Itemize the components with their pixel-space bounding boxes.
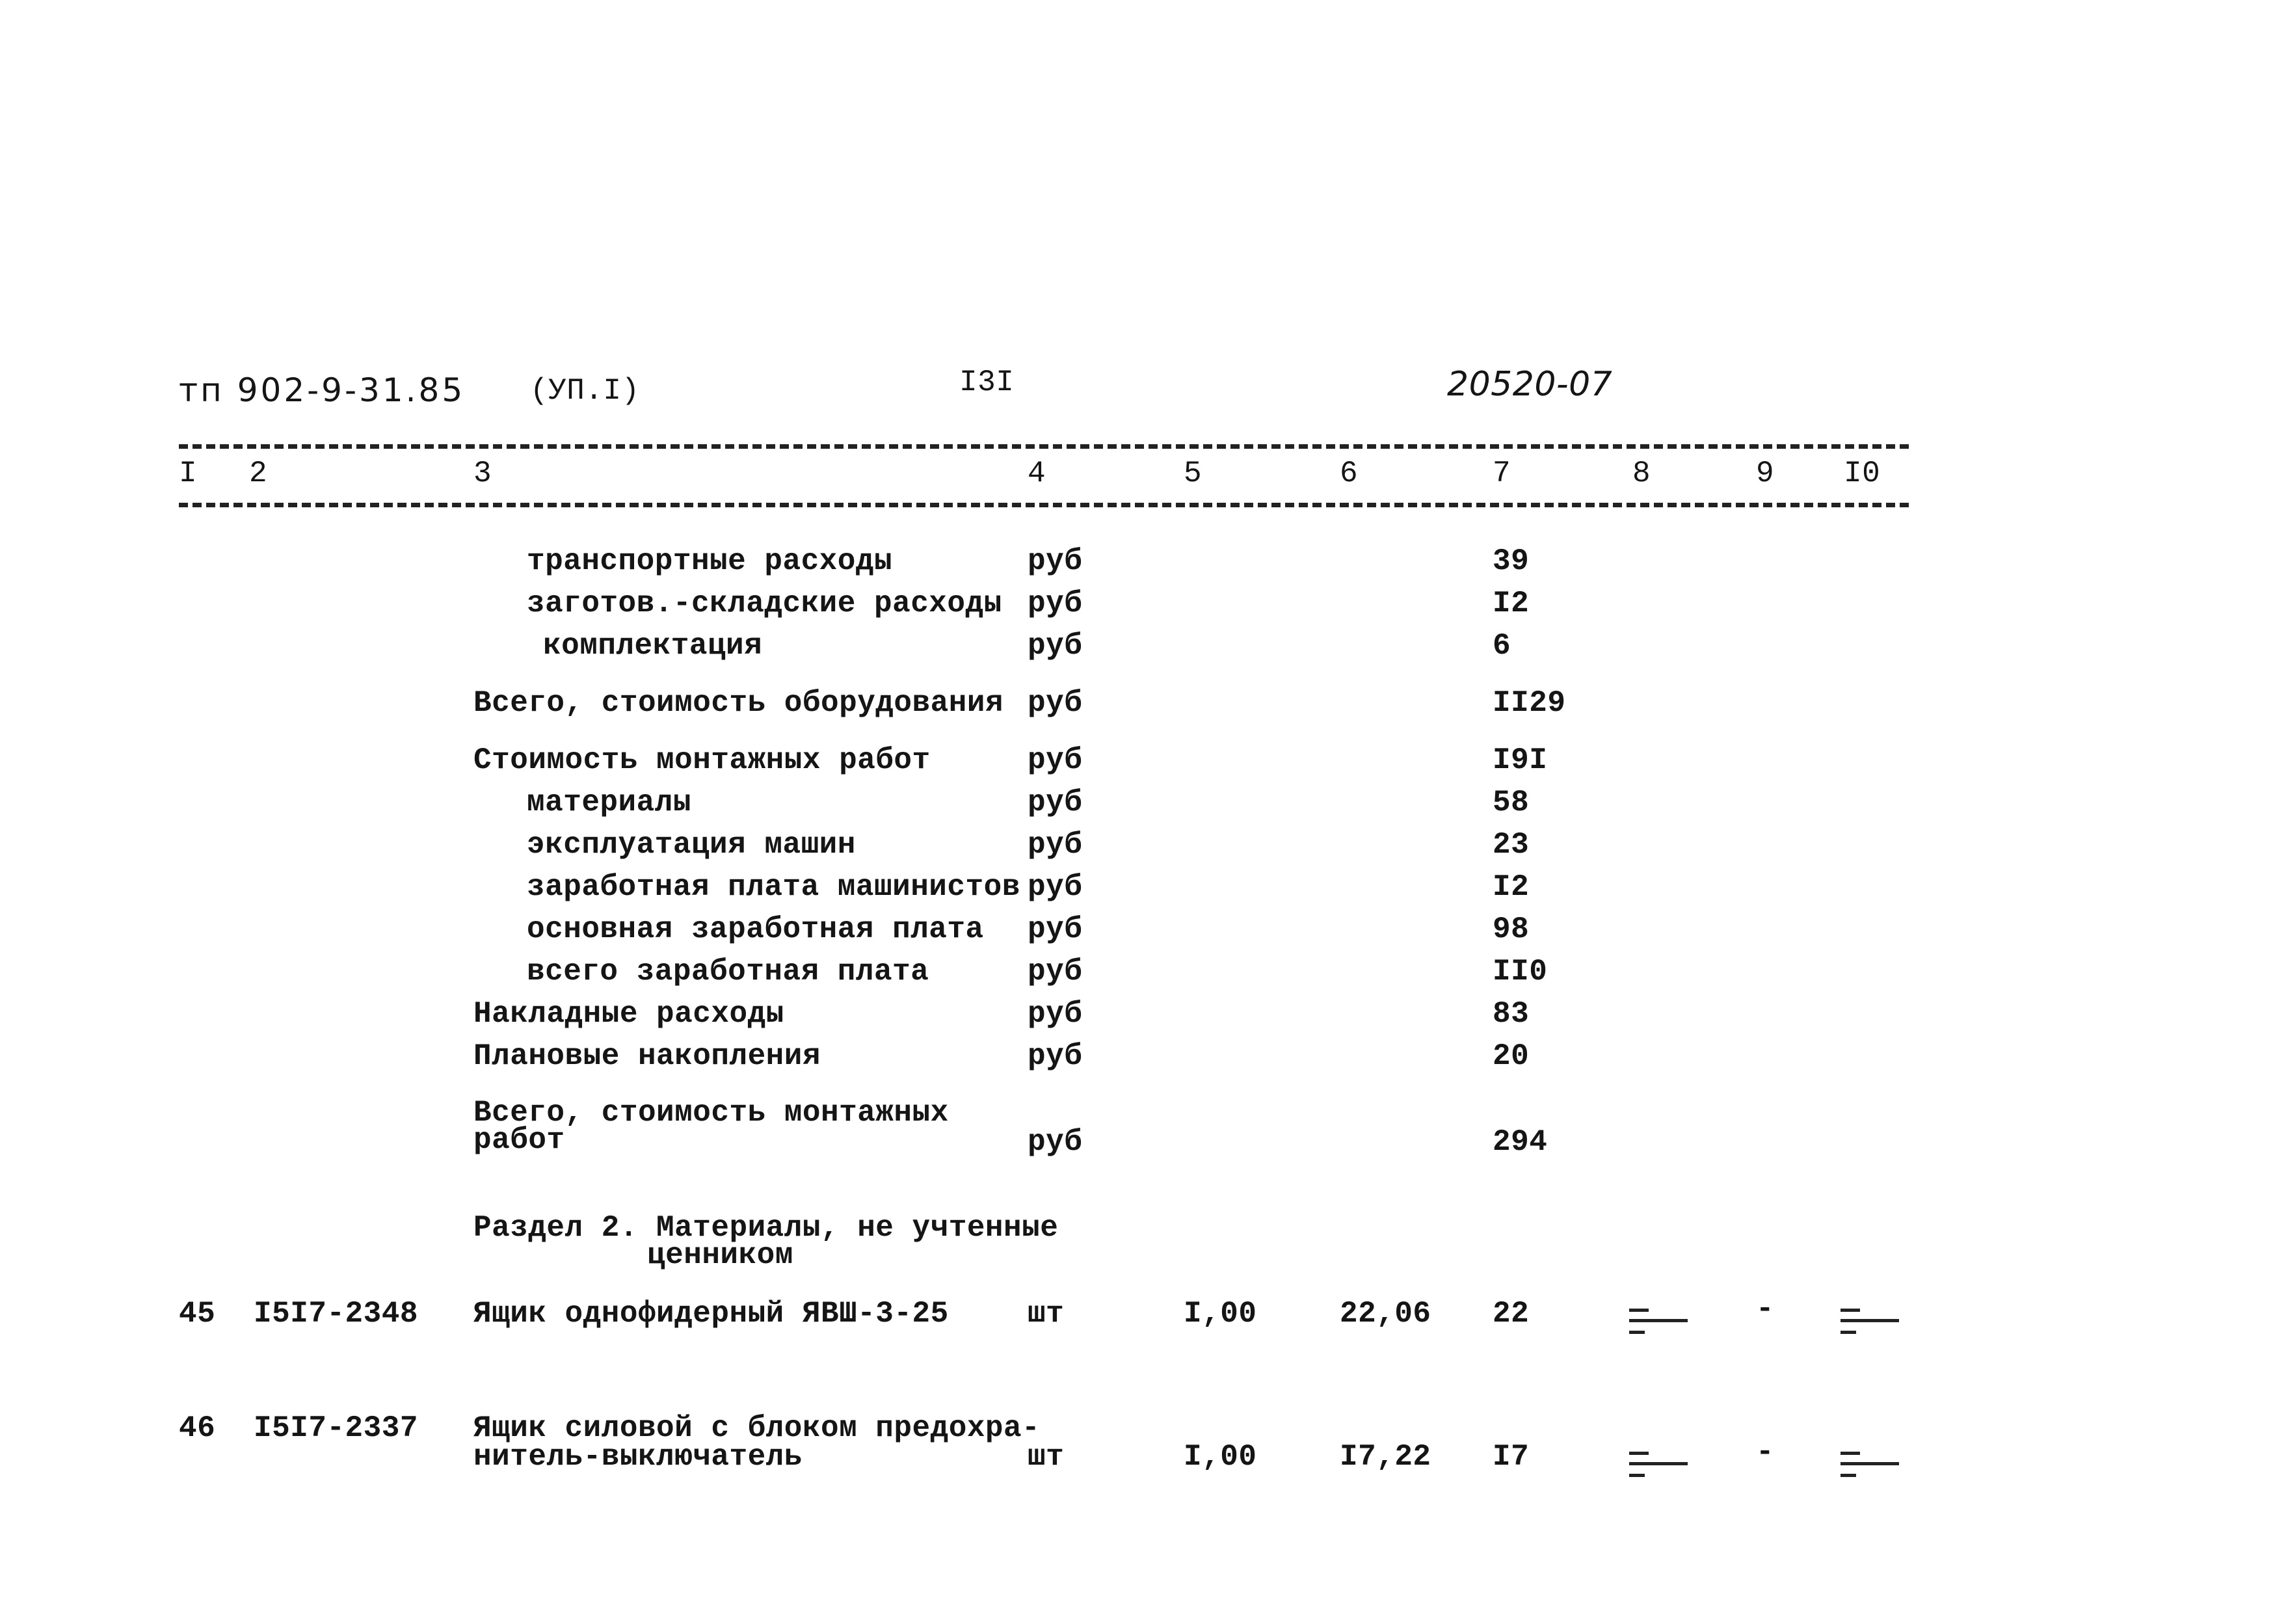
row-total: 294 [1493, 1125, 1548, 1159]
column-header-3: 3 [473, 457, 492, 490]
item-code: I5I7-2348 [254, 1297, 418, 1331]
row-name: эксплуатация машин [527, 828, 856, 862]
row-total: 23 [1493, 828, 1530, 862]
column-header-8: 8 [1632, 457, 1651, 490]
row-unit: руб [1028, 1039, 1083, 1073]
row-total: 39 [1493, 544, 1530, 578]
row-total: 6 [1493, 629, 1511, 663]
row-total: II0 [1493, 955, 1548, 989]
page-number: I3I [959, 366, 1015, 399]
item-code: I5I7-2337 [254, 1411, 418, 1445]
row-unit: руб [1028, 786, 1083, 819]
row-total: II29 [1493, 686, 1566, 720]
document-code: тп 902-9-31.85 [179, 371, 466, 409]
row-name: Всего, стоимость монтажных [473, 1096, 949, 1130]
row-total: 58 [1493, 786, 1530, 819]
album-label: (УП.I) [530, 374, 640, 408]
section-heading: Раздел 2. Материалы, не учтенные [473, 1211, 1059, 1245]
row-unit: руб [1028, 686, 1083, 720]
row-unit: руб [1028, 587, 1083, 620]
row-unit: руб [1028, 955, 1083, 989]
document-number: 20520-07 [1447, 365, 1613, 404]
row-unit: руб [1028, 544, 1083, 578]
item-unit: шт [1028, 1440, 1065, 1474]
column-header-4: 4 [1028, 457, 1046, 490]
row-name: всего заработная плата [527, 955, 929, 989]
row-total: 83 [1493, 997, 1530, 1031]
row-unit: руб [1028, 870, 1083, 904]
row-name: Всего, стоимость оборудования [473, 686, 1004, 720]
row-total: 20 [1493, 1039, 1530, 1073]
item-number: 46 [179, 1411, 216, 1445]
row-name: Накладные расходы [473, 997, 784, 1031]
row-total: I9I [1493, 743, 1548, 777]
item-col9-dash: - [1756, 1292, 1775, 1326]
ditto-mark [1629, 1309, 1688, 1344]
item-total: I7 [1493, 1440, 1530, 1474]
column-header-7: 7 [1493, 457, 1511, 490]
row-total: I2 [1493, 870, 1530, 904]
item-price: 22,06 [1340, 1297, 1431, 1331]
column-header-5: 5 [1184, 457, 1203, 490]
row-unit: руб [1028, 1125, 1083, 1159]
row-name: Плановые накопления [473, 1039, 821, 1073]
row-unit: руб [1028, 912, 1083, 946]
section-heading-continued: ценником [647, 1238, 793, 1272]
item-unit: шт [1028, 1297, 1065, 1331]
ditto-mark [1841, 1309, 1899, 1344]
row-name: заработная плата машинистов [527, 870, 1020, 904]
item-quantity: I,00 [1184, 1440, 1257, 1474]
row-name: основная заработная плата [527, 912, 984, 946]
row-total: I2 [1493, 587, 1530, 620]
row-unit: руб [1028, 743, 1083, 777]
row-unit: руб [1028, 997, 1083, 1031]
row-name: материалы [527, 786, 691, 819]
column-header-9: 9 [1756, 457, 1775, 490]
item-quantity: I,00 [1184, 1297, 1257, 1331]
row-name: транспортные расходы [527, 544, 893, 578]
row-unit: руб [1028, 828, 1083, 862]
ditto-mark [1629, 1452, 1688, 1487]
ditto-mark [1841, 1452, 1899, 1487]
item-number: 45 [179, 1297, 216, 1331]
item-total: 22 [1493, 1297, 1530, 1331]
row-name: Стоимость монтажных работ [473, 743, 931, 777]
row-name: заготов.-складские расходы [527, 587, 1002, 620]
column-header-10: I0 [1844, 457, 1881, 490]
header-top-rule [179, 444, 1909, 449]
item-price: I7,22 [1340, 1440, 1431, 1474]
item-col9-dash: - [1756, 1435, 1775, 1469]
row-name-continued: работ [473, 1123, 565, 1157]
item-name: Ящик силовой с блоком предохра- [473, 1411, 1041, 1445]
row-name: комплектация [543, 629, 763, 663]
item-name: Ящик однофидерный ЯВШ-3-25 [473, 1297, 949, 1331]
header-bottom-rule [179, 503, 1909, 507]
row-total: 98 [1493, 912, 1530, 946]
row-unit: руб [1028, 629, 1083, 663]
column-header-2: 2 [249, 457, 268, 490]
item-name-continued: нитель-выключатель [473, 1440, 803, 1474]
column-header-1: I [179, 457, 198, 490]
column-header-6: 6 [1340, 457, 1359, 490]
